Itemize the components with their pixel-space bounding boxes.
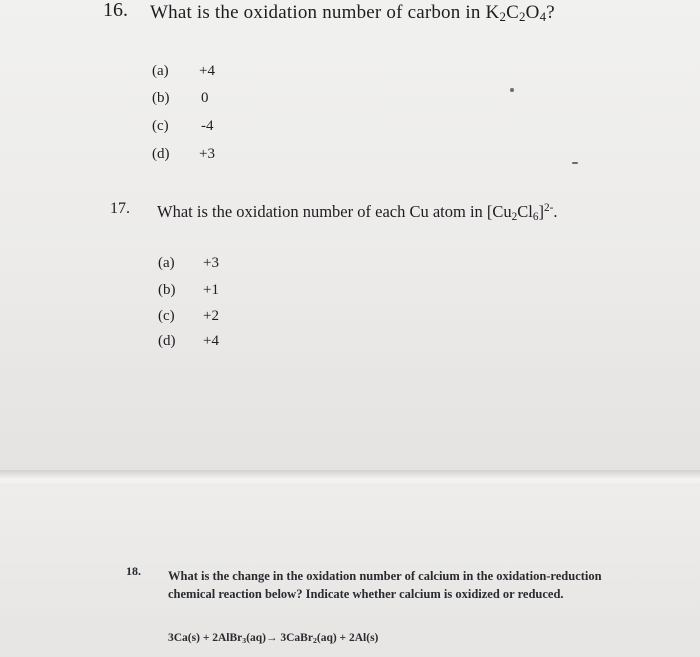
question-text: What is the oxidation number of carbon in $K_2C_2O_4$? <box>150 2 555 25</box>
option-d-letter: (d) <box>158 333 176 349</box>
option-c-value: +2 <box>203 308 219 324</box>
reaction-arrow-icon: → <box>266 632 278 644</box>
question-number: 18. <box>126 564 141 578</box>
option-a-letter: (a) <box>158 255 175 271</box>
option-d-letter: (d) <box>152 146 170 162</box>
option-c-letter: (c) <box>152 118 169 134</box>
question-text: What is the oxidation number of each Cu atom in $[Cu_2Cl_6]^{2-}$. <box>157 202 558 223</box>
option-d-value: +3 <box>199 146 215 162</box>
option-a-letter: (a) <box>152 63 169 79</box>
option-d-value: +4 <box>203 333 219 349</box>
page-break-divider <box>0 470 700 486</box>
option-b-value: +1 <box>203 282 219 298</box>
option-a-value: +4 <box>199 63 215 79</box>
paper-mark-dot <box>510 88 514 92</box>
reaction-equation: 3Ca(s) + 2AlBr$_3$(aq)→ 3CaBr$_2$(aq) + 2Al(s) <box>168 632 379 645</box>
option-b-letter: (b) <box>158 282 176 298</box>
option-c-value: -4 <box>201 118 214 134</box>
option-a-value: +3 <box>203 255 219 271</box>
question-number: 16. <box>103 0 128 21</box>
paper-mark-dash <box>572 162 578 164</box>
question-number: 17. <box>110 200 130 217</box>
option-b-letter: (b) <box>152 90 170 106</box>
question-text-line-1: What is the change in the oxidation number of calcium in the oxidation-reduction <box>168 569 602 583</box>
question-text-line-2: chemical reaction below? Indicate whether calcium is oxidized or reduced. <box>168 587 564 601</box>
option-c-letter: (c) <box>158 308 175 324</box>
option-b-value: 0 <box>201 90 209 106</box>
